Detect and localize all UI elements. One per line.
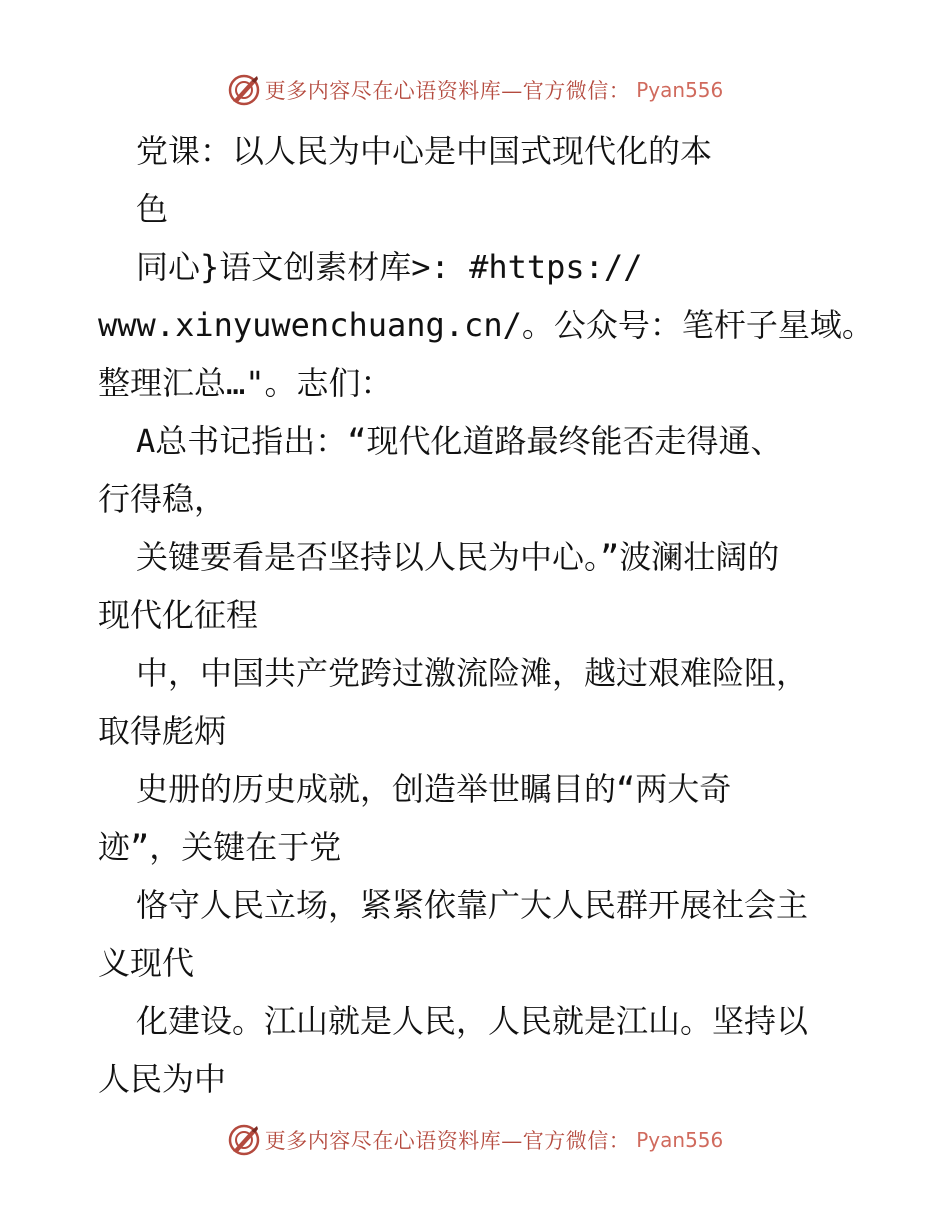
- text-line: 恪守人民立场，紧紧依靠广大人民群开展社会主: [136, 886, 809, 924]
- text-line: 整理汇总…"。志们：: [98, 364, 393, 402]
- watermark-banner-bottom: [0, 1120, 950, 1160]
- text-line: 关键要看是否坚持以人民为中心。”波澜壮阔的: [136, 538, 780, 576]
- text-line: 化建设。江山就是人民，人民就是江山。坚持以: [136, 1002, 809, 1040]
- text-line: 取得彪炳: [98, 712, 227, 750]
- text-line: www.xinyuwenchuang.cn/。公众号：笔杆子星域。: [98, 306, 874, 344]
- watermark-text: 更多内容尽在心语资料库—官方微信：: [264, 79, 631, 103]
- text-line: 同心}语文创素材库>: #https://: [136, 248, 643, 286]
- brush-logo-icon: [227, 73, 261, 107]
- text-line: 行得稳，: [98, 480, 227, 518]
- text-line: 中，中国共产党跨过激流险滩，越过艰难险阻，: [136, 654, 809, 692]
- brush-logo-icon: [227, 1123, 261, 1157]
- title-line-2: 色: [136, 190, 169, 228]
- text-line: A总书记指出：“现代化道路最终能否走得通、: [136, 422, 783, 460]
- text-line: 义现代: [98, 944, 195, 982]
- watermark-wechat-id: Pyan556: [636, 78, 724, 102]
- text-line: 人民为中: [98, 1060, 227, 1098]
- title-line-1: 党课：以人民为中心是中国式现代化的本: [136, 132, 713, 170]
- text-line: 史册的历史成就，创造举世瞩目的“两大奇: [136, 770, 732, 808]
- document-body: [98, 122, 874, 1108]
- watermark-banner-top: [0, 70, 950, 110]
- watermark-wechat-id: Pyan556: [636, 1128, 724, 1152]
- text-line: 现代化征程: [98, 596, 259, 634]
- text-line: 迹”，关键在于党: [98, 828, 342, 866]
- watermark-text: 更多内容尽在心语资料库—官方微信：: [264, 1129, 631, 1153]
